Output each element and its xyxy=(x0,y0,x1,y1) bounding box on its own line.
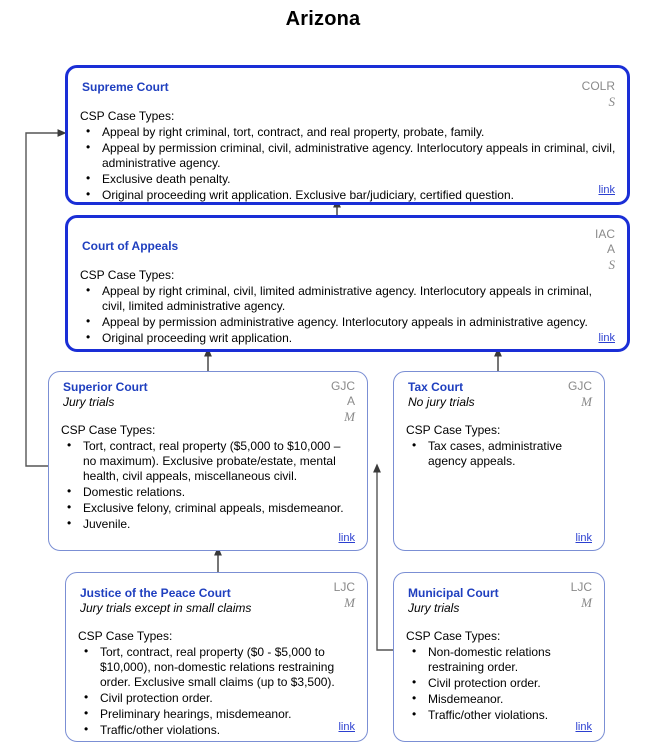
court-box-justice-of-the-peace-court[interactable] xyxy=(65,572,368,742)
link-tax-court[interactable]: link xyxy=(575,532,592,544)
badge-tier: A xyxy=(346,394,355,408)
list-item: • Tax cases, administrative agency appeals. xyxy=(406,439,594,469)
court-badge-supreme-court xyxy=(582,79,615,109)
list-item: • Appeal by right criminal, tort, contract, and real property, probate, family. xyxy=(80,125,620,140)
badge-code: GJC xyxy=(568,379,592,393)
arrow-municipal-to-superior xyxy=(377,468,393,650)
badge-code: GJC xyxy=(331,379,355,393)
list-item: • Exclusive death penalty. xyxy=(80,172,620,187)
list-item: • Misdemeanor. xyxy=(406,692,594,707)
badge-code: COLR xyxy=(581,79,615,93)
court-title-superior-court: Superior Court xyxy=(63,380,148,394)
case-types-municipal-court xyxy=(406,645,594,724)
court-badge-tax-court xyxy=(568,379,592,409)
list-item: • Traffic/other violations. xyxy=(406,708,594,723)
case-types-justice-of-the-peace-court xyxy=(78,645,356,739)
court-box-court-of-appeals[interactable] xyxy=(65,215,630,352)
list-item: • Appeal by permission administrative agency. Interlocutory appeals in administrative agency. xyxy=(80,315,610,330)
court-title-municipal-court: Municipal Court xyxy=(408,586,499,600)
court-badge-municipal-court xyxy=(571,580,592,610)
court-badge-superior-court xyxy=(331,379,355,424)
list-item: • Preliminary hearings, misdemeanor. xyxy=(78,707,356,722)
list-item: • Domestic relations. xyxy=(61,485,353,500)
list-item: • Civil protection order. xyxy=(78,691,356,706)
badge-funding: S xyxy=(608,94,615,109)
csp-label-court-of-appeals: CSP Case Types: xyxy=(80,268,175,282)
page-title: Arizona xyxy=(285,8,361,30)
csp-label-justice-of-the-peace-court: CSP Case Types: xyxy=(78,629,173,643)
badge-funding: M xyxy=(344,595,355,610)
link-justice-of-the-peace-court[interactable]: link xyxy=(338,721,355,733)
list-item: • Tort, contract, real property ($5,000 to $10,000 – no maximum). Exclusive probate/estate, mental health, civil appeals, miscellaneous civil. xyxy=(61,439,353,484)
csp-label-supreme-court: CSP Case Types: xyxy=(80,109,175,123)
case-types-superior-court xyxy=(61,439,353,533)
badge-code: LJC xyxy=(333,580,355,594)
link-superior-court[interactable]: link xyxy=(338,532,355,544)
court-box-superior-court[interactable] xyxy=(48,371,368,551)
list-item: • Traffic/other violations. xyxy=(78,723,356,738)
court-box-municipal-court[interactable] xyxy=(393,572,605,742)
court-subtitle-justice-of-the-peace-court: Jury trials except in small claims xyxy=(80,601,252,615)
list-item: • Non-domestic relations restraining order. xyxy=(406,645,594,675)
badge-code: IAC xyxy=(594,227,615,241)
list-item: • Appeal by right criminal, civil, limited administrative agency. Interlocutory appeals in criminal, civil, limited administrative agency. xyxy=(80,284,610,314)
list-item: • Exclusive felony, criminal appeals, misdemeanor. xyxy=(61,501,353,516)
court-box-tax-court[interactable] xyxy=(393,371,605,551)
case-types-court-of-appeals xyxy=(80,284,610,347)
list-item: • Juvenile. xyxy=(61,517,353,532)
court-title-court-of-appeals: Court of Appeals xyxy=(82,239,179,253)
list-item: • Original proceeding writ application. xyxy=(80,331,610,346)
csp-label-superior-court: CSP Case Types: xyxy=(61,423,156,437)
badge-funding: M xyxy=(344,409,355,424)
badge-funding: M xyxy=(581,394,592,409)
link-court-of-appeals[interactable]: link xyxy=(598,332,615,344)
case-types-supreme-court xyxy=(80,125,620,204)
badge-funding: S xyxy=(608,257,615,272)
list-item: • Original proceeding writ application. Exclusive bar/judiciary, certified question. xyxy=(80,188,620,203)
list-item: • Tort, contract, real property ($0 - $5,000 to $10,000), non-domestic relations restraining order. Exclusive small claims (up to $3,500). xyxy=(78,645,356,690)
court-subtitle-superior-court: Jury trials xyxy=(63,395,115,409)
court-subtitle-municipal-court: Jury trials xyxy=(408,601,460,615)
court-subtitle-tax-court: No jury trials xyxy=(408,395,475,409)
court-badge-court-of-appeals xyxy=(595,227,615,272)
court-title-supreme-court: Supreme Court xyxy=(82,80,169,94)
court-box-supreme-court[interactable] xyxy=(65,65,630,205)
csp-label-tax-court: CSP Case Types: xyxy=(406,423,501,437)
list-item: • Civil protection order. xyxy=(406,676,594,691)
court-badge-justice-of-the-peace-court xyxy=(334,580,355,610)
csp-label-municipal-court: CSP Case Types: xyxy=(406,629,501,643)
case-types-tax-court xyxy=(406,439,594,470)
link-supreme-court[interactable]: link xyxy=(598,184,615,196)
badge-code: LJC xyxy=(570,580,592,594)
court-title-tax-court: Tax Court xyxy=(408,380,464,394)
badge-tier: A xyxy=(606,242,615,256)
list-item: • Appeal by permission criminal, civil, administrative agency. Interlocutory appeals in criminal, civil, administrative agency. xyxy=(80,141,620,171)
link-municipal-court[interactable]: link xyxy=(575,721,592,733)
court-title-justice-of-the-peace-court: Justice of the Peace Court xyxy=(80,586,231,600)
badge-funding: M xyxy=(581,595,592,610)
